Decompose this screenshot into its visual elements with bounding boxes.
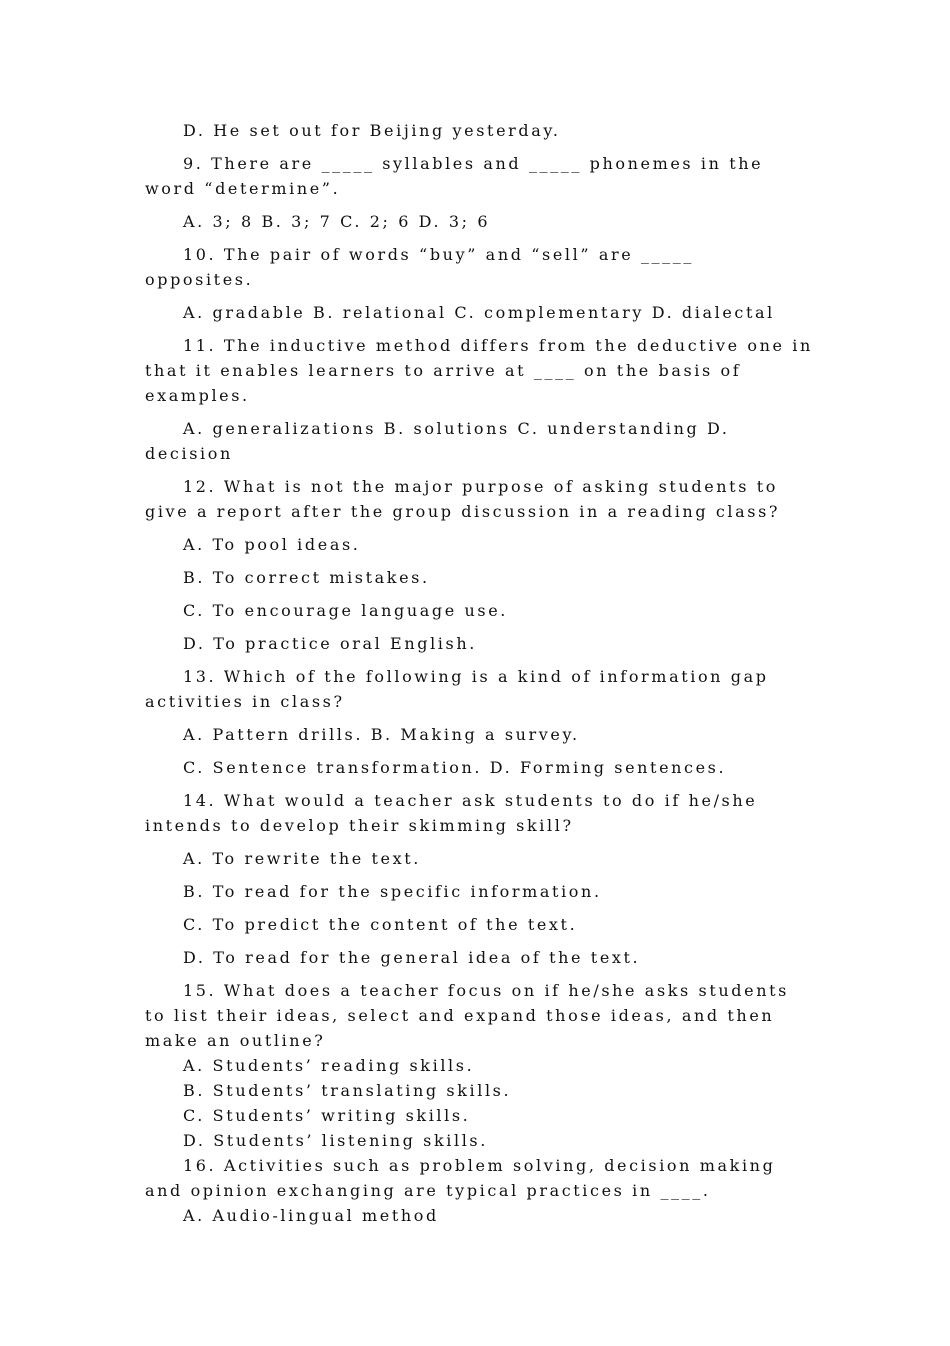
q9-options: A. 3; 8 B. 3; 7 C. 2; 6 D. 3; 6 [183, 212, 491, 231]
q11-stem: 11. The inductive method differs from the deductive one in [183, 336, 813, 355]
q10-stem-cont: opposites. [145, 270, 254, 289]
q9-stem: 9. There are _____ syllables and _____ phonemes in the [183, 154, 764, 173]
q15-option-a: A. Students’ reading skills. [183, 1056, 475, 1075]
q14-option-d: D. To read for the general idea of the text. [183, 948, 641, 967]
q9-stem-cont: word “determine”. [145, 179, 341, 198]
q15-stem-cont: make an outline? [145, 1031, 326, 1050]
q16-option-a: A. Audio-lingual method [183, 1206, 439, 1225]
q12-option-d: D. To practice oral English. [183, 634, 477, 653]
q15-option-d: D. Students’ listening skills. [183, 1131, 488, 1150]
q15-stem-cont: to list their ideas, select and expand those ideas, and then [145, 1006, 775, 1025]
q12-stem-cont: give a report after the group discussion in a reading class? [145, 502, 781, 521]
q14-option-c: C. To predict the content of the text. [183, 915, 578, 934]
q12-option-c: C. To encourage language use. [183, 601, 508, 620]
q11-stem-cont: examples. [145, 386, 250, 405]
q12-option-b: B. To correct mistakes. [183, 568, 430, 587]
q11-options-cont: decision [145, 444, 233, 463]
q13-stem: 13. Which of the following is a kind of information gap [183, 667, 769, 686]
q8-option-d: D. He set out for Beijing yesterday. [183, 121, 561, 140]
q15-option-b: B. Students’ translating skills. [183, 1081, 512, 1100]
q12-stem: 12. What is not the major purpose of asking students to [183, 477, 778, 496]
q11-options: A. generalizations B. solutions C. understanding D. [183, 419, 730, 438]
q16-stem: 16. Activities such as problem solving, decision making [183, 1156, 776, 1175]
q12-option-a: A. To pool ideas. [183, 535, 361, 554]
q16-stem-cont: and opinion exchanging are typical practices in ____. [145, 1181, 711, 1200]
q14-stem: 14. What would a teacher ask students to do if he/she [183, 791, 758, 810]
q13-options-cd: C. Sentence transformation. D. Forming sentences. [183, 758, 727, 777]
q10-options: A. gradable B. relational C. complementary D. dialectal [183, 303, 775, 322]
q13-options-ab: A. Pattern drills. B. Making a survey. [183, 725, 580, 744]
q14-option-b: B. To read for the specific information. [183, 882, 602, 901]
q13-stem-cont: activities in class? [145, 692, 345, 711]
q15-option-c: C. Students’ writing skills. [183, 1106, 471, 1125]
q14-option-a: A. To rewrite the text. [183, 849, 421, 868]
q15-stem: 15. What does a teacher focus on if he/she asks students [183, 981, 789, 1000]
q11-stem-cont: that it enables learners to arrive at ____ on the basis of [145, 361, 742, 380]
q10-stem: 10. The pair of words “buy” and “sell” are _____ [183, 245, 694, 264]
q14-stem-cont: intends to develop their skimming skill? [145, 816, 574, 835]
